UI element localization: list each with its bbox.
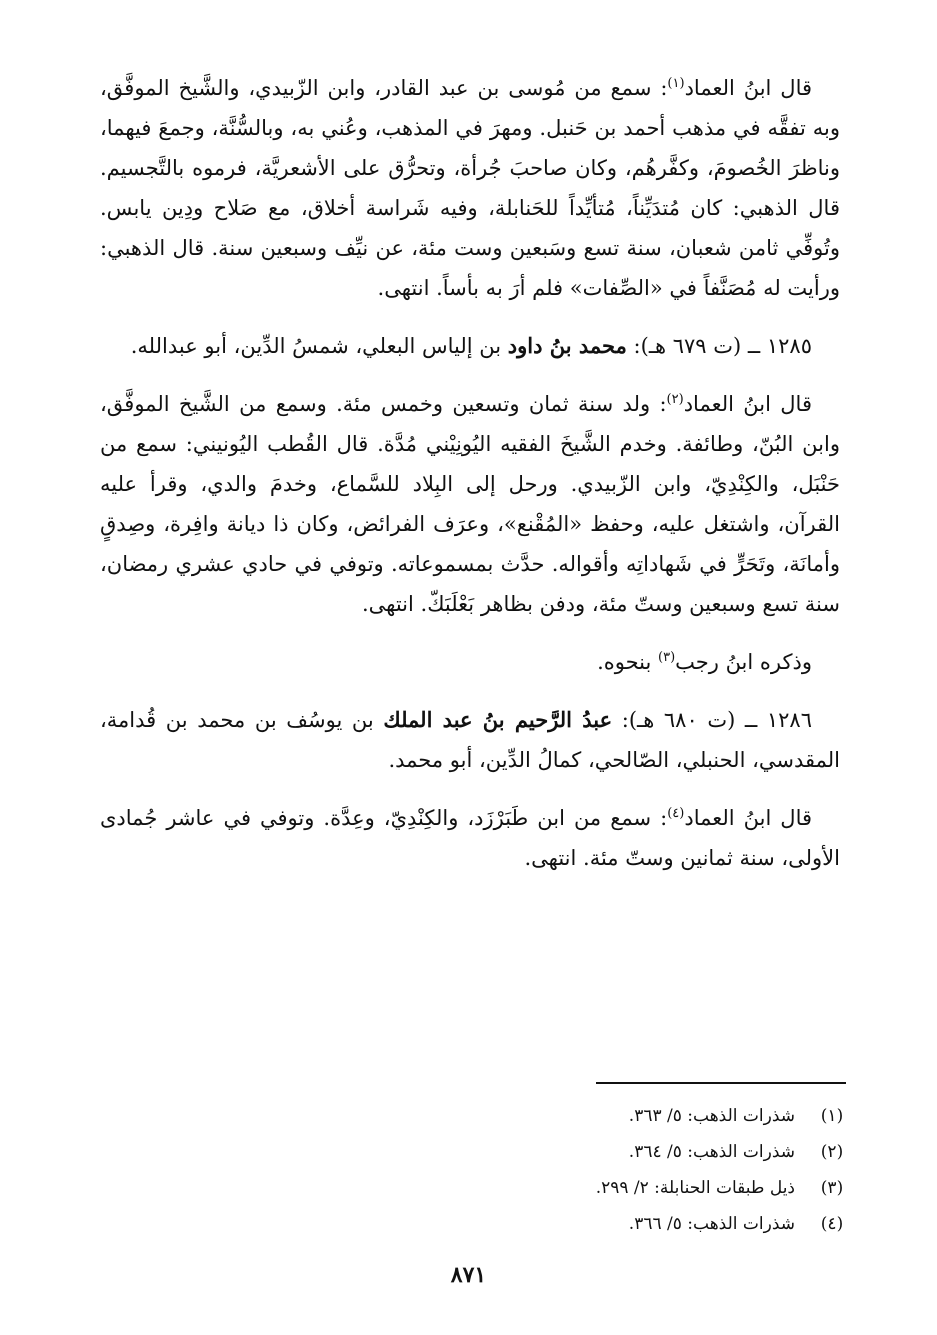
entry-name: محمد بنُ داود [507, 333, 627, 358]
footnote-number: (١) [820, 1106, 844, 1126]
page-body [100, 68, 840, 896]
entry-number: ١٢٨٦ ــ (ت ٦٨٠ هـ): [612, 708, 812, 732]
paragraph-ibn-rajab [100, 642, 840, 682]
paragraph-text: : سمع من ابن طَبَرْزَد، والكِنْدِيّ، وعِدَّة. وتوفي في عاشر جُمادى الأولى، سنة ثمانين وستّ مئة. انتهى. [100, 806, 840, 870]
paragraph-ibn-al-imad-2 [100, 384, 840, 624]
footnote-text: شذرات الذهب: ٥/ ٣٦٣. [628, 1106, 795, 1126]
paragraph-ibn-al-imad-1 [100, 68, 840, 308]
paragraph-text: وذكره ابنُ رجب [675, 650, 812, 674]
footnote-ref: (١) [667, 76, 685, 91]
footnote-text: شذرات الذهب: ٥/ ٣٦٤. [628, 1142, 795, 1162]
paragraph-text: قال ابنُ العماد [683, 392, 812, 416]
footnote-item [449, 1098, 849, 1134]
entry-1286 [100, 700, 840, 780]
footnote-text: ذيل طبقات الحنابلة: ٢/ ٢٩٩. [595, 1178, 795, 1198]
paragraph-text: : ولد سنة ثمان وتسعين وخمس مئة. وسمع من الشَّيخ الموفَّق، وابن البُنّ، وطائفة. وخدم الشَّيخَ الفقيه اليُونِيْني مُدَّة. قال القُطب اليُونيني: سمع من حَنْبَل، والكِنْدِيّ، وابن الزّبيدي. ورحل إلى البِلاد للسَّماع، وخدمَ والدي، وقرأ عليه القرآن، واشتغل عليه، وحفظ «المُقْنع»، وعرَف الفرائض، وكان ذا ديانة وافِرة، وصِدقٍ وأمانَة، وتَحَرٍّ في شَهاداتِه وأقواله. حدَّث بمسموعاته. وتوفي في حادي عشري رمضان، سنة تسع وسبعين وستّ مئة، ودفن بظاهر بَعْلَبَكّ. انتهى. [100, 392, 841, 616]
footnote-item [449, 1134, 849, 1170]
footnote-item [449, 1206, 849, 1242]
paragraph-ibn-al-imad-3 [100, 798, 840, 878]
paragraph-text: : سمع من مُوسى بن عبد القادر، وابن الزّبيدي، والشَّيخ الموفَّق، وبه تفقَّه في مذهب أحمد بن حَنبل. ومهرَ في المذهب، وعُني به، وبالسُّنَّة، وجمعَ فيهما، وناظرَ الخُصومَ، وكفَّرهُم، وكان صاحبَ جُرأة، وتحرُّق على الأشعريَّة، فرموه بالتَّجسيم. قال الذهبي: كان مُتدَيِّناً، مُتأيِّداً للحَنابلة، وفيه شَراسة أخلاق، مع صَلاح ودِين يابس. وتُوفِّي ثامن شعبان، سنة تسع وسَبعين وست مئة، عن نيِّف وسبعين سنة. قال الذهبي: ورأيت له مُصَنَّفاً في «الصِّفات» فلم أرَ به بأساً. انتهى. [100, 76, 840, 300]
entry-name: عبدُ الرَّحيم بنُ عبد الملك [383, 707, 613, 732]
footnote-item [449, 1170, 849, 1206]
footnote-divider [596, 1082, 846, 1084]
paragraph-text: قال ابنُ العماد [684, 806, 813, 830]
footnote-ref: (٣) [658, 650, 676, 665]
footnote-text: شذرات الذهب: ٥/ ٣٦٦. [628, 1214, 795, 1234]
footnote-number: (٣) [820, 1178, 844, 1198]
footnote-number: (٤) [820, 1214, 844, 1234]
entry-1285 [100, 326, 840, 366]
entry-text: بن إلياس البعلي، شمسُ الدِّين، أبو عبدالله. [130, 334, 508, 358]
footnotes [449, 1098, 849, 1242]
entry-number: ١٢٨٥ ــ (ت ٦٧٩ هـ): [626, 334, 812, 358]
paragraph-text: بنحوه. [597, 650, 659, 674]
footnote-ref: (٤) [667, 806, 685, 821]
footnote-number: (٢) [820, 1142, 844, 1162]
entry-text: بن يوسُف بن محمد بن قُدامة، المقدسي، الحنبلي، الصّالحي، كمالُ الدِّين، أبو محمد. [100, 708, 840, 772]
footnote-ref: (٢) [666, 392, 684, 407]
page-number: ٨٧١ [450, 1262, 487, 1288]
paragraph-text: قال ابنُ العماد [684, 76, 813, 100]
